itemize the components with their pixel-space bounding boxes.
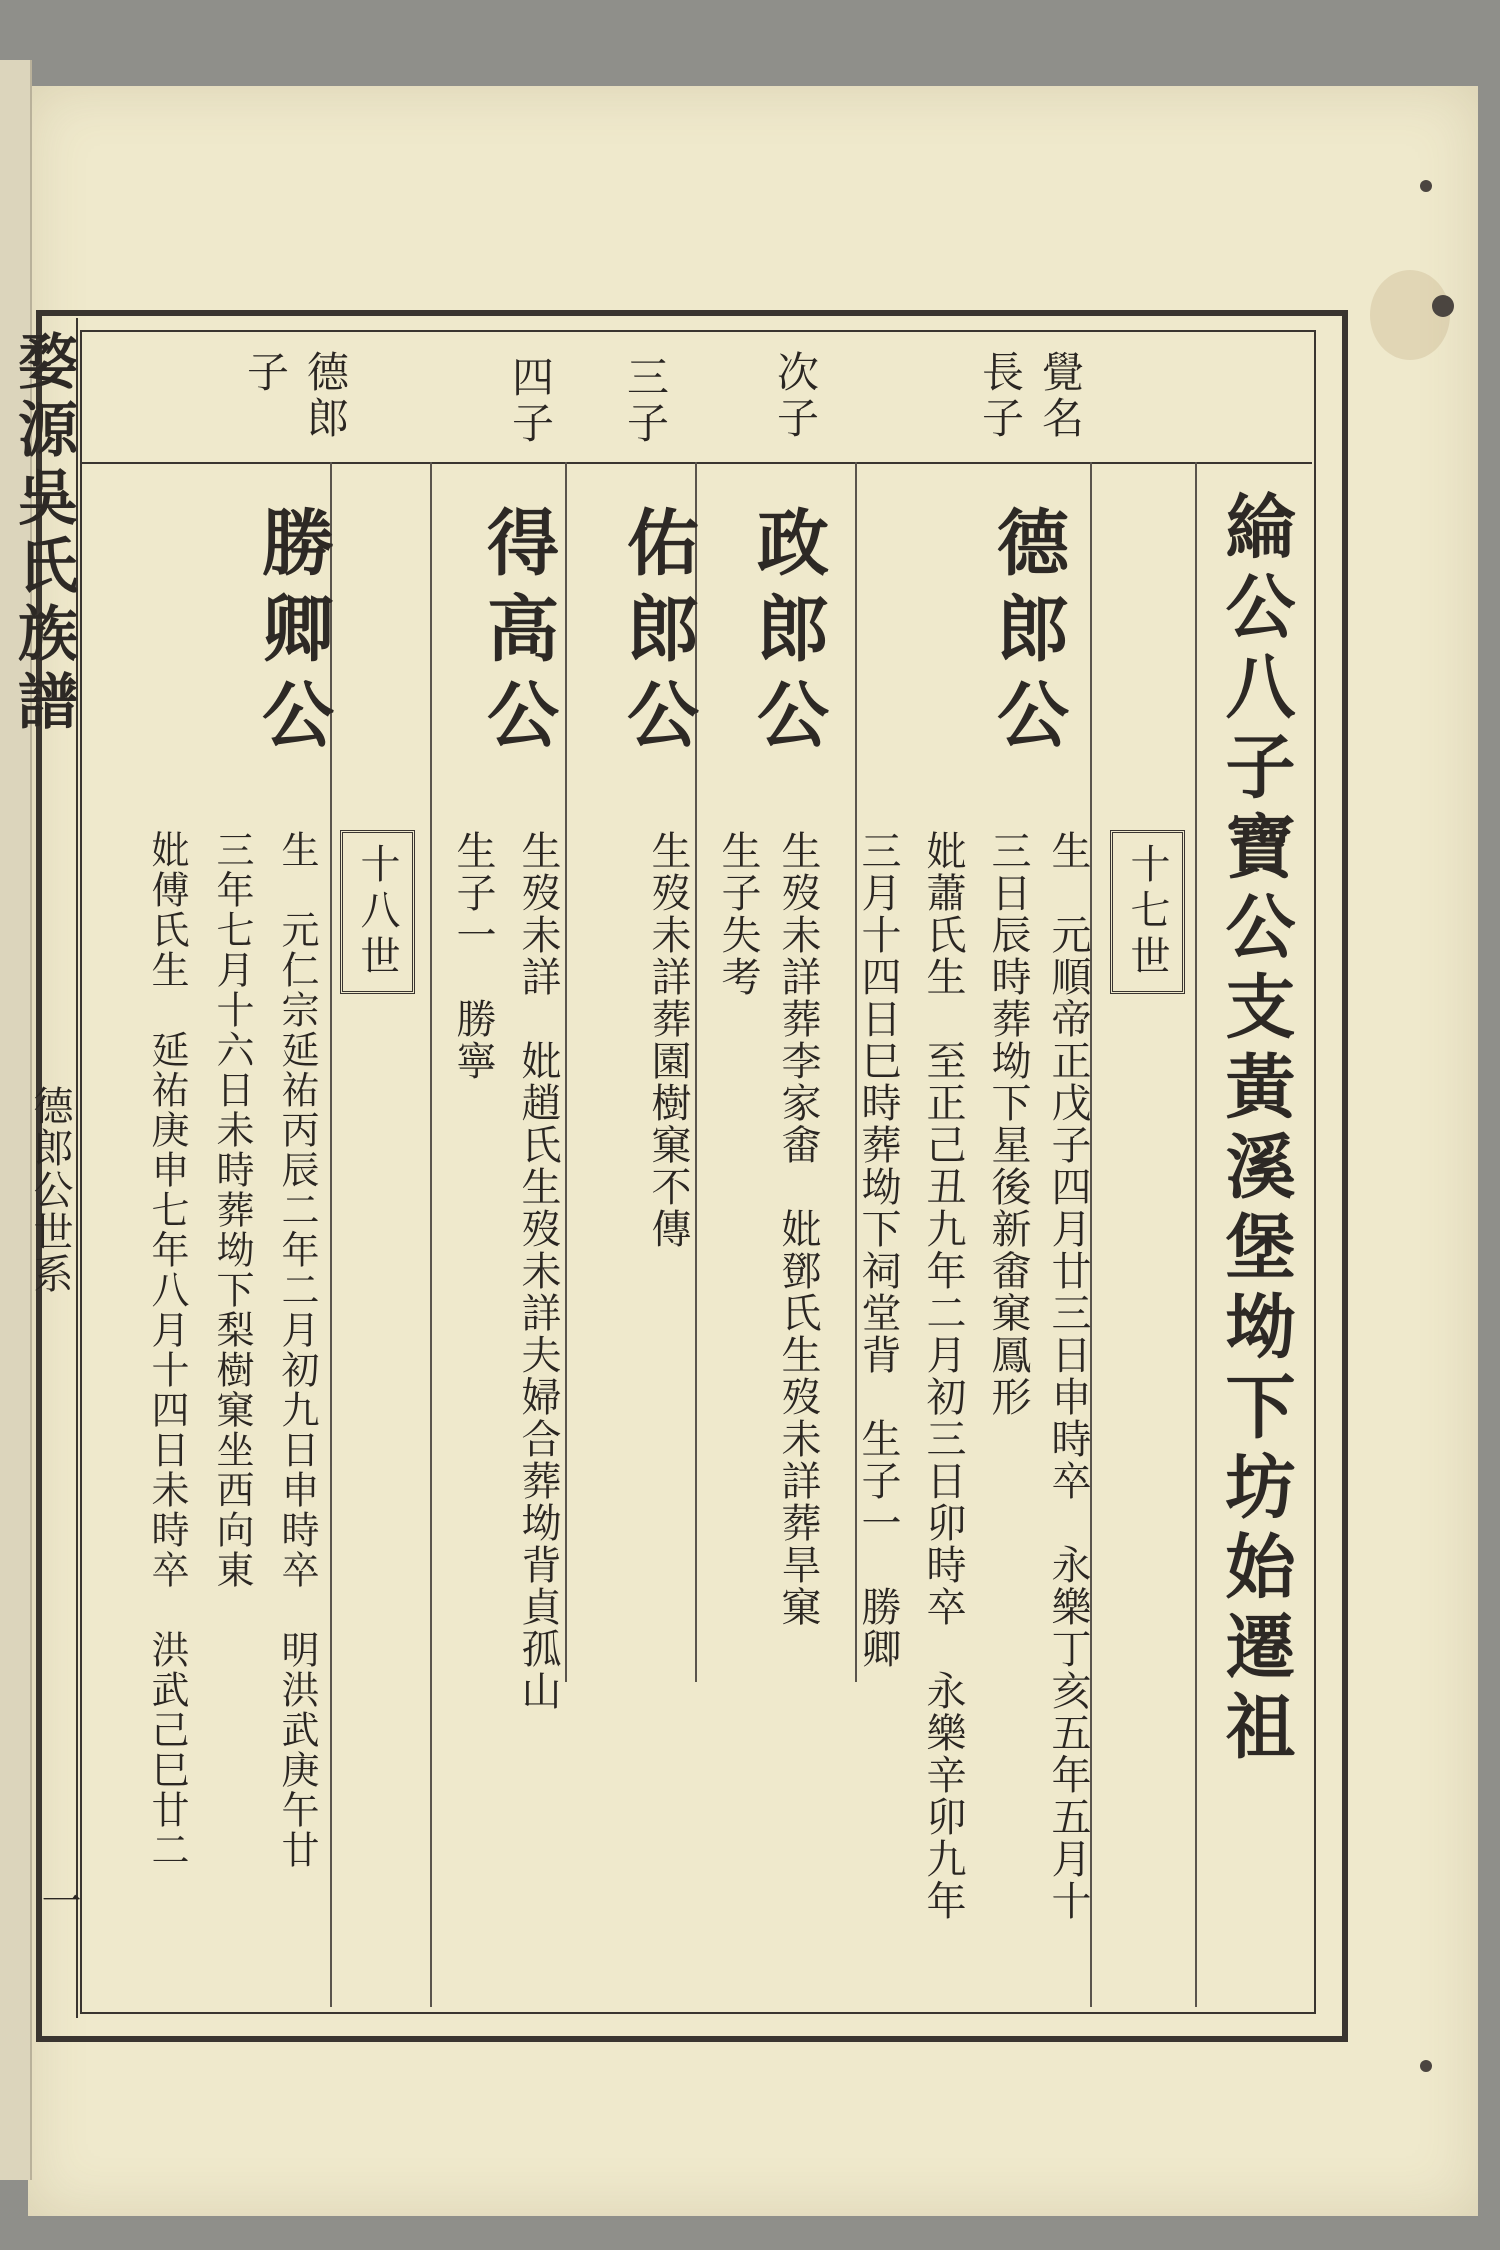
binding-hole-mark [1420,2060,1432,2072]
lineage-title: 綸公八子寶公支黃溪堡坳下坊始遷祖 [1214,490,1297,1770]
person-record-line: 三日辰時葬坳下星後新畬窠鳳形 [985,830,1031,1418]
person-name-zhenglang: 政郎公 [745,505,830,763]
person-record-line: 妣蕭氏生 至正己丑九年二月初三日卯時卒 永樂辛卯九年 [920,830,966,1922]
book-title: 婺源吳氏族譜 [8,330,78,738]
person-record-line: 生子失考 [715,830,761,998]
person-name-youlang: 佑郎公 [615,505,700,763]
person-record-line: 三年七月十六日未時葬坳下梨樹窠坐西向東 [210,830,254,1590]
binding-hole-mark [1432,295,1454,317]
person-name-delang: 德郎公 [985,505,1070,763]
column-divider [1195,462,1197,2007]
person-record-line: 生 元順帝正戊子四月廿三日申時卒 永樂丁亥五年五月十 [1045,830,1091,1922]
person-record-line: 三月十四日巳時葬坳下祠堂背 生子一 勝卿 [855,830,901,1670]
page-number: 一 [35,1880,81,1922]
person-record-line: 生 元仁宗延祐丙辰二年二月初九日申時卒 明洪武庚午廿 [275,830,319,1870]
person-name-shengqing: 勝卿公 [250,505,335,763]
generation-badge-18: 十八世 [340,830,415,994]
header-label-delang-son: 德郎子 [241,350,350,442]
person-name-degao: 得高公 [475,505,560,763]
person-record-line: 生歿未詳 妣趙氏生歿未詳夫婦合葬坳背貞孤山 [515,830,561,1712]
binding-hole-mark [1420,180,1432,192]
person-record-line: 生歿未詳葬李家畬 妣鄧氏生歿未詳葬旱窠 [775,830,821,1628]
person-record-line: 生子一 勝寧 [450,830,496,1082]
section-label: 德郎公世系 [27,1085,73,1295]
header-label-eldest-son: 覺名長子 [976,350,1085,442]
header-label-fourth-son: 四子 [506,355,555,447]
generation-badge-17: 十七世 [1110,830,1185,994]
person-record-line: 生歿未詳葬園樹窠不傳 [645,830,691,1250]
header-label-second-son: 次子 [771,350,820,442]
person-record-line: 妣傅氏生 延祐庚申七年八月十四日未時卒 洪武己巳廿二 [145,830,189,1870]
column-divider [430,462,432,2007]
header-label-third-son: 三子 [621,355,670,447]
